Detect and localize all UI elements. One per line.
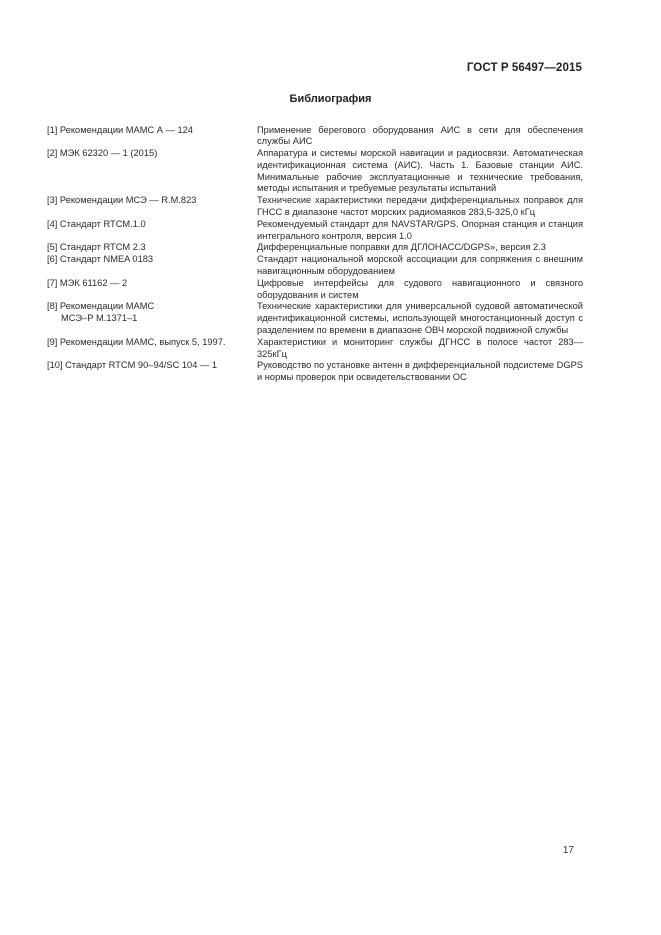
reference-description: Аппаратура и системы морской навигации и радиосвязи. Автоматическая идентификационная система (АИС). Часть 1. Базовые станции АИС. Минимальные рабочие эксплуатационные и технические требования, методы испытания и требуемые результаты испытаний — [257, 148, 583, 194]
reference-id — [47, 195, 257, 219]
reference-description: Дифференциальные поправки для ДГЛОНАСС/DGPS», версия 2.3 — [257, 242, 546, 253]
reference-id — [47, 219, 257, 243]
reference-label: [10] Стандарт RTCM 90–94/SC 104 — 1 — [47, 360, 218, 371]
reference-id — [47, 254, 257, 278]
reference-id — [47, 148, 257, 195]
reference-id — [47, 242, 257, 254]
page-number: 17 — [562, 845, 574, 856]
reference-description: Цифровые интерфейсы для судового навигационного и связного оборудования и систем — [257, 277, 583, 300]
bibliography-entry — [47, 195, 583, 219]
reference-id — [47, 301, 257, 336]
reference-description: Характеристики и мониторинг службы ДГНСС в полосе частот 283—325кГц — [257, 336, 583, 359]
reference-id — [47, 337, 257, 361]
bibliography-entry — [47, 125, 583, 149]
reference-description: Стандарт национальной морской ассоциации для сопряжения с внешним навигационным оборудованием — [257, 254, 583, 277]
reference-id — [47, 125, 257, 149]
bibliography-entry — [47, 148, 583, 195]
section-title — [0, 93, 661, 105]
section-title-text: Библиография — [289, 93, 372, 105]
reference-label: [2] МЭК 62320 — 1 (2015) — [47, 148, 158, 159]
reference-id — [47, 360, 257, 384]
reference-label: [3] Рекомендации МСЭ — R.M.823 — [47, 195, 197, 206]
reference-sublabel: МСЭ–Р М.1371–1 — [61, 313, 138, 324]
document-code: ГОСТ Р 56497—2015 — [466, 62, 582, 74]
bibliography-entry — [47, 360, 583, 384]
bibliography-entry — [47, 219, 583, 243]
reference-label: [1] Рекомендации МАМС А — 124 — [47, 124, 193, 135]
reference-description: Руководство по установке антенн в дифференциальной подсистеме DGPS и нормы проверок при освидетельствовании ОС — [257, 360, 583, 383]
reference-label: [9] Рекомендации МАМС, выпуск 5, 1997. — [47, 336, 226, 347]
reference-label: [5] Стандарт RTCM 2.3 — [47, 242, 146, 253]
reference-description: Технические характеристики передачи дифференциальных поправок для ГНСС в диапазоне частот морских радиомаяков 283,5-325,0 кГц — [257, 195, 583, 218]
reference-id — [47, 278, 257, 302]
bibliography-entry — [47, 254, 583, 278]
reference-description: Технические характеристики для универсальной судовой автоматической идентификационной системы, использующей многостанционный доступ с разделением по времени в диапазоне ОВЧ морской подвижной службы — [257, 301, 583, 336]
bibliography-entry — [47, 242, 583, 254]
bibliography-entry — [47, 278, 583, 302]
reference-label: [8] Рекомендации МАМС — [47, 301, 155, 312]
reference-description: Рекомендуемый стандарт для NAVSTAR/GPS. Опорная станция и станция интегрального контроля, версия 1.0 — [257, 218, 583, 241]
bibliography-entry — [47, 337, 583, 361]
reference-label: [7] МЭК 61162 — 2 — [47, 277, 128, 288]
reference-description: Применение берегового оборудования АИС в сети для обеспечения службы АИС — [257, 124, 583, 147]
reference-label: [4] Стандарт RTCM.1.0 — [47, 218, 146, 229]
bibliography-list — [47, 125, 583, 385]
bibliography-entry — [47, 301, 583, 336]
reference-label: [6] Стандарт NMEA 0183 — [47, 254, 154, 265]
